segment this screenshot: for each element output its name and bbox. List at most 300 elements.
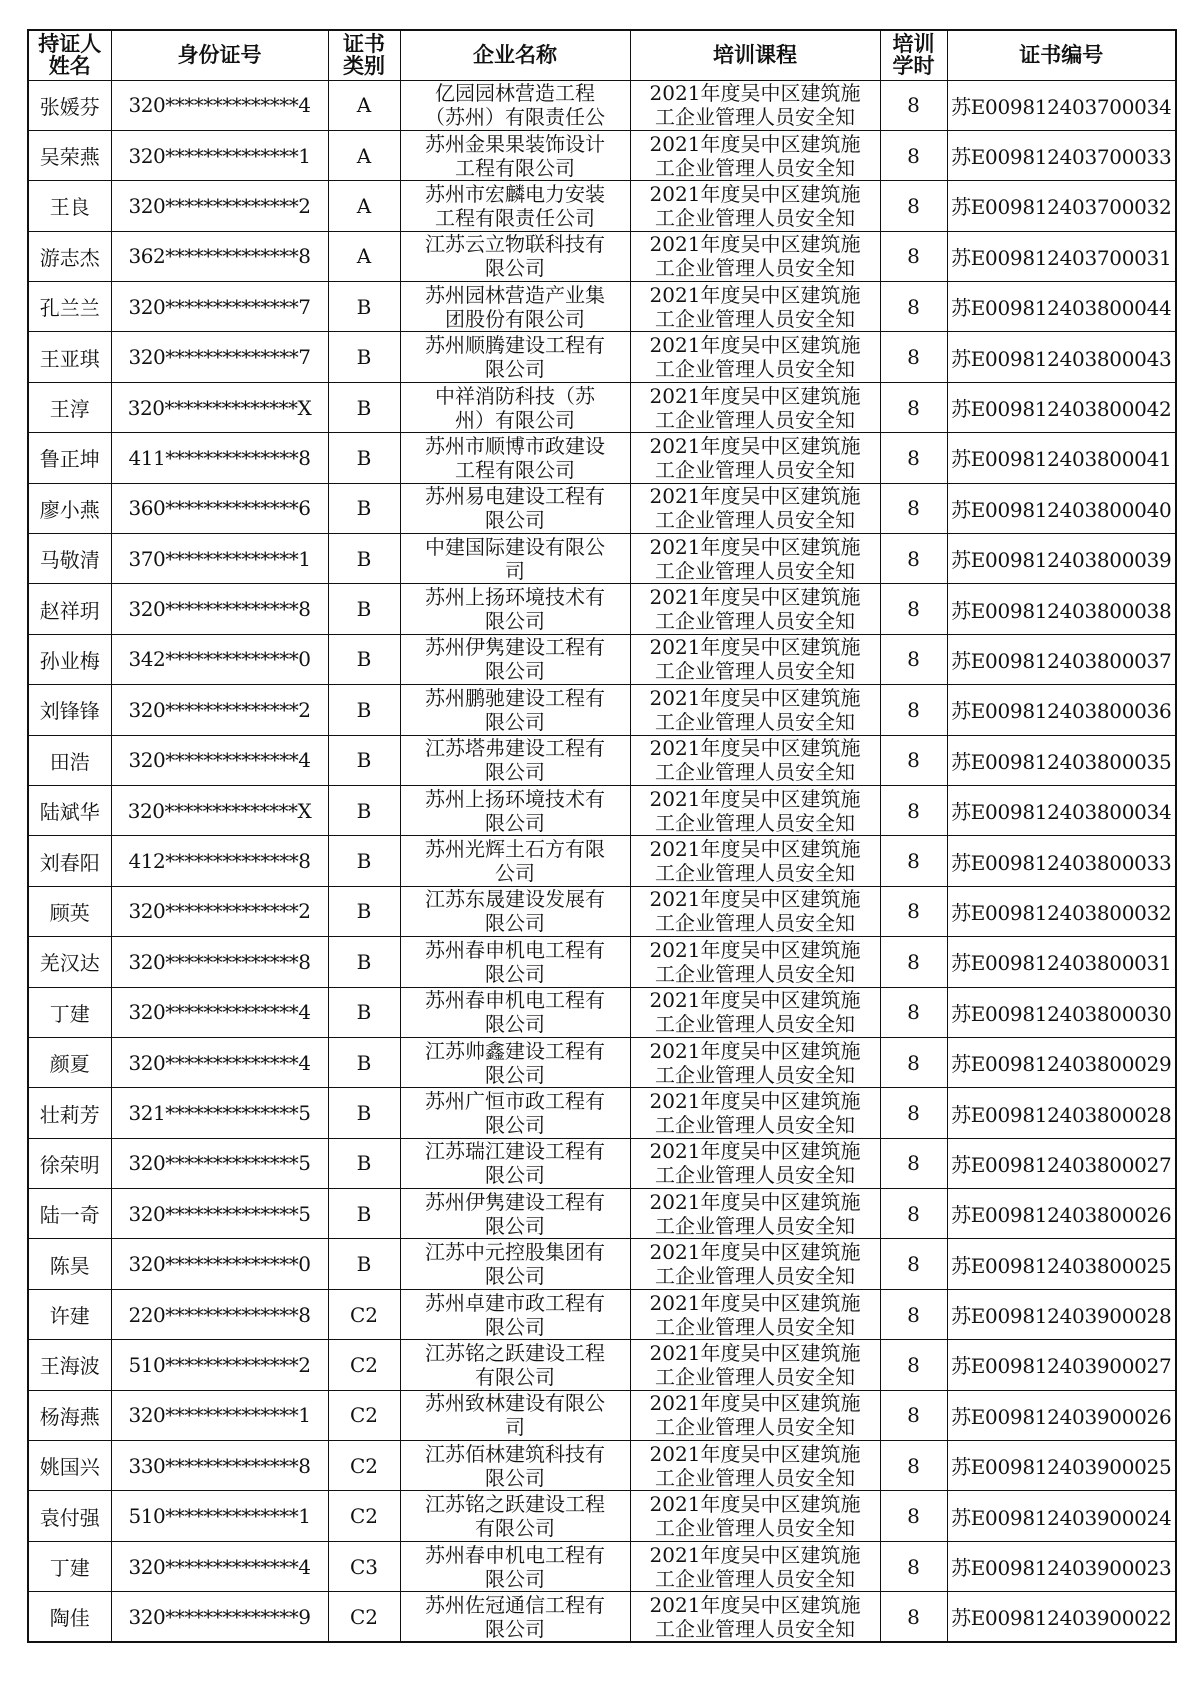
course-line1: 2021年度吴中区建筑施 [649,484,861,509]
category-cell: B [328,433,400,483]
holder-name-cell: 田浩 [28,735,111,785]
category-cell: B [328,886,400,936]
company-cell [400,231,630,281]
company-line1: 苏州春申机电工程有 [425,988,605,1013]
hours-cell: 8 [880,1340,947,1390]
course-line2: 工企业管理人员安全知 [655,760,855,785]
holder-name-cell: 王亚琪 [28,332,111,382]
course-line1: 2021年度吴中区建筑施 [649,1089,861,1113]
header-company: 企业名称 [400,30,630,80]
category-cell: B [328,584,400,634]
header-holder-name-line2: 姓名 [48,54,91,79]
id-number-cell: 320**************4 [111,80,328,130]
hours-cell: 8 [880,1239,947,1289]
company-line1: 苏州易电建设工程有 [425,484,605,509]
category-cell: B [328,634,400,684]
table-row [28,1289,1176,1339]
course-line2: 工企业管理人员安全知 [655,508,855,533]
header-hours-line2: 学时 [892,54,935,79]
category-cell: B [328,937,400,987]
id-number-cell: 320**************2 [111,685,328,735]
company-line2: 限公司 [485,659,545,684]
company-line2: 司 [505,1415,525,1440]
category-cell: B [328,735,400,785]
course-cell [630,1441,880,1491]
company-line2: 团股份有限公司 [445,306,585,331]
company-line2: 限公司 [485,911,545,936]
course-line1: 2021年度吴中区建筑施 [649,1290,861,1315]
cert-number-cell: 苏E009812403900026 [947,1390,1176,1440]
course-line1: 2021年度吴中区建筑施 [649,1340,861,1365]
category-cell: C2 [328,1592,400,1642]
table-header [28,30,1176,80]
category-cell: B [328,282,400,332]
company-cell [400,1491,630,1541]
company-line1: 苏州鹏驰建设工程有 [425,685,605,710]
company-line2: 限公司 [485,1012,545,1037]
category-cell: C2 [328,1491,400,1541]
table-body [28,80,1176,1642]
id-number-cell: 320**************4 [111,1541,328,1591]
category-cell: B [328,1037,400,1087]
course-cell [630,1491,880,1541]
company-line2: 工程有限责任公司 [435,205,595,230]
holder-name-cell: 王海波 [28,1340,111,1390]
course-line2: 工企业管理人员安全知 [655,961,855,986]
category-cell: B [328,836,400,886]
category-cell: C2 [328,1390,400,1440]
table-row [28,332,1176,382]
course-line2: 工企业管理人员安全知 [655,609,855,634]
company-line1: 苏州伊隽建设工程有 [425,1189,605,1214]
company-line1: 苏州春申机电工程有 [425,1542,605,1567]
company-cell [400,332,630,382]
course-line2: 工企业管理人员安全知 [655,105,855,130]
cert-number-cell: 苏E009812403700033 [947,130,1176,180]
company-line1: 苏州市顺博市政建设 [425,433,605,458]
table-row [28,785,1176,835]
category-cell: A [328,181,400,231]
company-line1: 中祥消防科技（苏 [435,383,595,408]
course-line2: 工企业管理人员安全知 [655,1415,855,1440]
course-line2: 工企业管理人员安全知 [655,810,855,835]
cert-number-cell: 苏E009812403800028 [947,1088,1176,1138]
company-line2: 限公司 [485,1566,545,1591]
company-cell [400,937,630,987]
id-number-cell: 321**************5 [111,1088,328,1138]
id-number-cell: 370**************1 [111,534,328,584]
hours-cell: 8 [880,735,947,785]
hours-cell: 8 [880,483,947,533]
table-row [28,1340,1176,1390]
course-line1: 2021年度吴中区建筑施 [649,1038,861,1063]
course-line1: 2021年度吴中区建筑施 [649,81,861,106]
id-number-cell: 320**************5 [111,1189,328,1239]
cert-number-cell: 苏E009812403800029 [947,1037,1176,1087]
course-cell [630,231,880,281]
id-number-cell: 320**************4 [111,987,328,1037]
header-holder-name [28,30,111,80]
hours-cell: 8 [880,1592,947,1642]
company-cell [400,282,630,332]
cert-number-cell: 苏E009812403700034 [947,80,1176,130]
category-cell: B [328,1189,400,1239]
holder-name-cell: 陈昊 [28,1239,111,1289]
company-line1: 江苏帅鑫建设工程有 [425,1038,605,1063]
company-line1: 苏州致林建设有限公 [425,1391,605,1416]
course-cell [630,1037,880,1087]
course-line1: 2021年度吴中区建筑施 [649,282,861,307]
hours-cell: 8 [880,1390,947,1440]
hours-cell: 8 [880,282,947,332]
hours-cell: 8 [880,584,947,634]
course-line2: 工企业管理人员安全知 [655,1264,855,1289]
company-line1: 江苏云立物联科技有 [425,232,605,257]
course-line1: 2021年度吴中区建筑施 [649,1391,861,1416]
course-cell [630,685,880,735]
table-row [28,584,1176,634]
table-row [28,130,1176,180]
holder-name-cell: 陆斌华 [28,785,111,835]
hours-cell: 8 [880,181,947,231]
hours-cell: 8 [880,1138,947,1188]
category-cell: B [328,1088,400,1138]
category-cell: B [328,483,400,533]
cert-number-cell: 苏E009812403900025 [947,1441,1176,1491]
id-number-cell: 220**************8 [111,1289,328,1339]
hours-cell: 8 [880,987,947,1037]
table-row [28,1441,1176,1491]
company-line2: 公司 [495,861,535,886]
holder-name-cell: 羌汉达 [28,937,111,987]
id-number-cell: 320**************7 [111,282,328,332]
table-row [28,1088,1176,1138]
hours-cell: 8 [880,886,947,936]
cert-number-cell: 苏E009812403800037 [947,634,1176,684]
course-line1: 2021年度吴中区建筑施 [649,383,861,408]
header-row [28,30,1176,80]
company-line2: 限公司 [485,1062,545,1087]
company-line1: 江苏塔弗建设工程有 [425,736,605,761]
company-line1: 苏州市宏麟电力安装 [425,181,605,206]
company-line2: 限公司 [485,1264,545,1289]
company-line1: 苏州卓建市政工程有 [425,1290,605,1315]
cert-number-cell: 苏E009812403700032 [947,181,1176,231]
hours-cell: 8 [880,937,947,987]
cert-number-cell: 苏E009812403900027 [947,1340,1176,1390]
holder-name-cell: 鲁正坤 [28,433,111,483]
table-row [28,987,1176,1037]
header-category-line2: 类别 [343,54,385,79]
cert-number-cell: 苏E009812403900022 [947,1592,1176,1642]
hours-cell: 8 [880,785,947,835]
table-row [28,1037,1176,1087]
course-cell [630,1138,880,1188]
course-line2: 工企业管理人员安全知 [655,659,855,684]
company-line1: 亿园园林营造工程 [435,81,595,106]
course-cell [630,382,880,432]
company-cell [400,1289,630,1339]
company-cell [400,1340,630,1390]
course-cell [630,332,880,382]
category-cell: C2 [328,1289,400,1339]
cert-number-cell: 苏E009812403800036 [947,685,1176,735]
company-line1: 江苏东晟建设发展有 [425,887,605,912]
certificate-roster-table [27,29,1177,1643]
category-cell: B [328,332,400,382]
table-row [28,634,1176,684]
company-cell [400,584,630,634]
table-row [28,382,1176,432]
course-line1: 2021年度吴中区建筑施 [649,232,861,257]
table-row [28,1592,1176,1642]
company-line1: 苏州春申机电工程有 [425,937,605,962]
hours-cell: 8 [880,634,947,684]
course-cell [630,1592,880,1642]
category-cell: A [328,231,400,281]
course-cell [630,534,880,584]
category-cell: C3 [328,1541,400,1591]
company-line2: 限公司 [485,508,545,533]
company-cell [400,1189,630,1239]
category-cell: B [328,534,400,584]
company-line2: 工程有限公司 [455,155,575,180]
company-line2: 限公司 [485,256,545,281]
company-cell [400,433,630,483]
header-category-line1: 证书 [343,32,385,57]
holder-name-cell: 马敬清 [28,534,111,584]
company-cell [400,80,630,130]
id-number-cell: 411**************8 [111,433,328,483]
header-id-number: 身份证号 [111,30,328,80]
category-cell: C2 [328,1340,400,1390]
company-cell [400,1088,630,1138]
course-cell [630,584,880,634]
category-cell: C2 [328,1441,400,1491]
company-line2: 限公司 [485,961,545,986]
cert-number-cell: 苏E009812403800040 [947,483,1176,533]
company-line2: 限公司 [485,1163,545,1188]
course-line2: 工企业管理人员安全知 [655,1314,855,1339]
id-number-cell: 320**************2 [111,886,328,936]
hours-cell: 8 [880,382,947,432]
course-line2: 工企业管理人员安全知 [655,1364,855,1389]
course-line1: 2021年度吴中区建筑施 [649,837,861,862]
company-line1: 江苏中元控股集团有 [425,1240,605,1265]
company-cell [400,382,630,432]
id-number-cell: 412**************8 [111,836,328,886]
company-line2: 有限公司 [475,1364,555,1389]
company-line2: 限公司 [485,760,545,785]
course-line1: 2021年度吴中区建筑施 [649,534,861,559]
company-line2: 工程有限公司 [455,457,575,482]
course-cell [630,634,880,684]
course-cell [630,282,880,332]
id-number-cell: 320**************X [111,382,328,432]
id-number-cell: 320**************8 [111,584,328,634]
course-line1: 2021年度吴中区建筑施 [649,131,861,156]
company-cell [400,181,630,231]
header-course: 培训课程 [630,30,880,80]
holder-name-cell: 颜夏 [28,1037,111,1087]
course-line1: 2021年度吴中区建筑施 [649,786,861,811]
id-number-cell: 320**************2 [111,181,328,231]
table-row [28,1189,1176,1239]
cert-number-cell: 苏E009812403900028 [947,1289,1176,1339]
course-line2: 工企业管理人员安全知 [655,205,855,230]
company-line1: 苏州光辉土石方有限 [425,837,605,862]
course-line1: 2021年度吴中区建筑施 [649,1189,861,1214]
company-cell [400,1541,630,1591]
course-line2: 工企业管理人员安全知 [655,1062,855,1087]
company-line2: 限公司 [485,1213,545,1238]
id-number-cell: 320**************1 [111,1390,328,1440]
hours-cell: 8 [880,1441,947,1491]
company-line2: 限公司 [485,357,545,382]
hours-cell: 8 [880,1541,947,1591]
course-line2: 工企业管理人员安全知 [655,357,855,382]
hours-cell: 8 [880,685,947,735]
hours-cell: 8 [880,836,947,886]
table-row [28,1491,1176,1541]
category-cell: B [328,785,400,835]
cert-number-cell: 苏E009812403800038 [947,584,1176,634]
id-number-cell: 320**************1 [111,130,328,180]
cert-number-cell: 苏E009812403800041 [947,433,1176,483]
id-number-cell: 320**************X [111,785,328,835]
hours-cell: 8 [880,231,947,281]
course-line1: 2021年度吴中区建筑施 [649,635,861,660]
course-cell [630,987,880,1037]
course-line1: 2021年度吴中区建筑施 [649,1441,861,1466]
course-line2: 工企业管理人员安全知 [655,155,855,180]
course-line1: 2021年度吴中区建筑施 [649,1139,861,1164]
table-row [28,181,1176,231]
cert-number-cell: 苏E009812403800035 [947,735,1176,785]
company-cell [400,685,630,735]
table-row [28,231,1176,281]
company-line2: 限公司 [485,1314,545,1339]
company-line2: 限公司 [485,1465,545,1490]
holder-name-cell: 陆一奇 [28,1189,111,1239]
holder-name-cell: 袁付强 [28,1491,111,1541]
company-line2: 限公司 [485,609,545,634]
header-hours-line1: 培训 [892,32,935,57]
cert-number-cell: 苏E009812403800027 [947,1138,1176,1188]
hours-cell: 8 [880,1289,947,1339]
table-row [28,1138,1176,1188]
course-cell [630,886,880,936]
company-line1: 苏州上扬环境技术有 [425,585,605,610]
course-line1: 2021年度吴中区建筑施 [649,333,861,358]
company-cell [400,735,630,785]
hours-cell: 8 [880,1037,947,1087]
company-line2: 限公司 [485,709,545,734]
cert-number-cell: 苏E009812403800031 [947,937,1176,987]
table-row [28,735,1176,785]
id-number-cell: 320**************5 [111,1138,328,1188]
holder-name-cell: 杨海燕 [28,1390,111,1440]
id-number-cell: 510**************1 [111,1491,328,1541]
cert-number-cell: 苏E009812403800033 [947,836,1176,886]
company-cell [400,836,630,886]
holder-name-cell: 刘春阳 [28,836,111,886]
table-row [28,685,1176,735]
company-line2: 限公司 [485,1113,545,1137]
cert-number-cell: 苏E009812403800044 [947,282,1176,332]
course-line1: 2021年度吴中区建筑施 [649,988,861,1013]
cert-number-cell: 苏E009812403800030 [947,987,1176,1037]
table-row [28,483,1176,533]
category-cell: B [328,987,400,1037]
course-cell [630,181,880,231]
company-cell [400,1441,630,1491]
table-row [28,886,1176,936]
course-line1: 2021年度吴中区建筑施 [649,181,861,206]
holder-name-cell: 许建 [28,1289,111,1339]
company-cell [400,987,630,1037]
id-number-cell: 362**************8 [111,231,328,281]
course-line2: 工企业管理人员安全知 [655,1465,855,1490]
id-number-cell: 320**************0 [111,1239,328,1289]
holder-name-cell: 王良 [28,181,111,231]
company-line1: 江苏铭之跃建设工程 [425,1340,605,1365]
cert-number-cell: 苏E009812403800043 [947,332,1176,382]
id-number-cell: 320**************4 [111,735,328,785]
company-cell [400,785,630,835]
course-cell [630,433,880,483]
company-line2: 州）有限公司 [455,407,575,432]
company-cell [400,634,630,684]
company-cell [400,1390,630,1440]
cert-number-cell: 苏E009812403800042 [947,382,1176,432]
company-line2: （苏州）有限责任公 [425,105,605,130]
company-line1: 苏州伊隽建设工程有 [425,635,605,660]
table-row [28,534,1176,584]
category-cell: A [328,130,400,180]
course-line2: 工企业管理人员安全知 [655,1566,855,1591]
company-line2: 限公司 [485,1616,545,1641]
course-cell [630,1340,880,1390]
company-cell [400,1592,630,1642]
course-line1: 2021年度吴中区建筑施 [649,433,861,458]
id-number-cell: 342**************0 [111,634,328,684]
course-cell [630,1189,880,1239]
table-row [28,80,1176,130]
course-cell [630,1390,880,1440]
course-line2: 工企业管理人员安全知 [655,306,855,331]
course-cell [630,80,880,130]
holder-name-cell: 游志杰 [28,231,111,281]
id-number-cell: 360**************6 [111,483,328,533]
course-cell [630,1088,880,1138]
table-row [28,282,1176,332]
id-number-cell: 320**************4 [111,1037,328,1087]
course-cell [630,836,880,886]
header-cert-number: 证书编号 [947,30,1176,80]
category-cell: B [328,1138,400,1188]
course-line2: 工企业管理人员安全知 [655,861,855,886]
category-cell: A [328,80,400,130]
table-row [28,433,1176,483]
course-line1: 2021年度吴中区建筑施 [649,685,861,710]
header-category [328,30,400,80]
company-line1: 苏州金果果装饰设计 [425,131,605,156]
table-row [28,1390,1176,1440]
id-number-cell: 510**************2 [111,1340,328,1390]
holder-name-cell: 刘锋锋 [28,685,111,735]
header-holder-name-line1: 持证人 [38,32,102,57]
